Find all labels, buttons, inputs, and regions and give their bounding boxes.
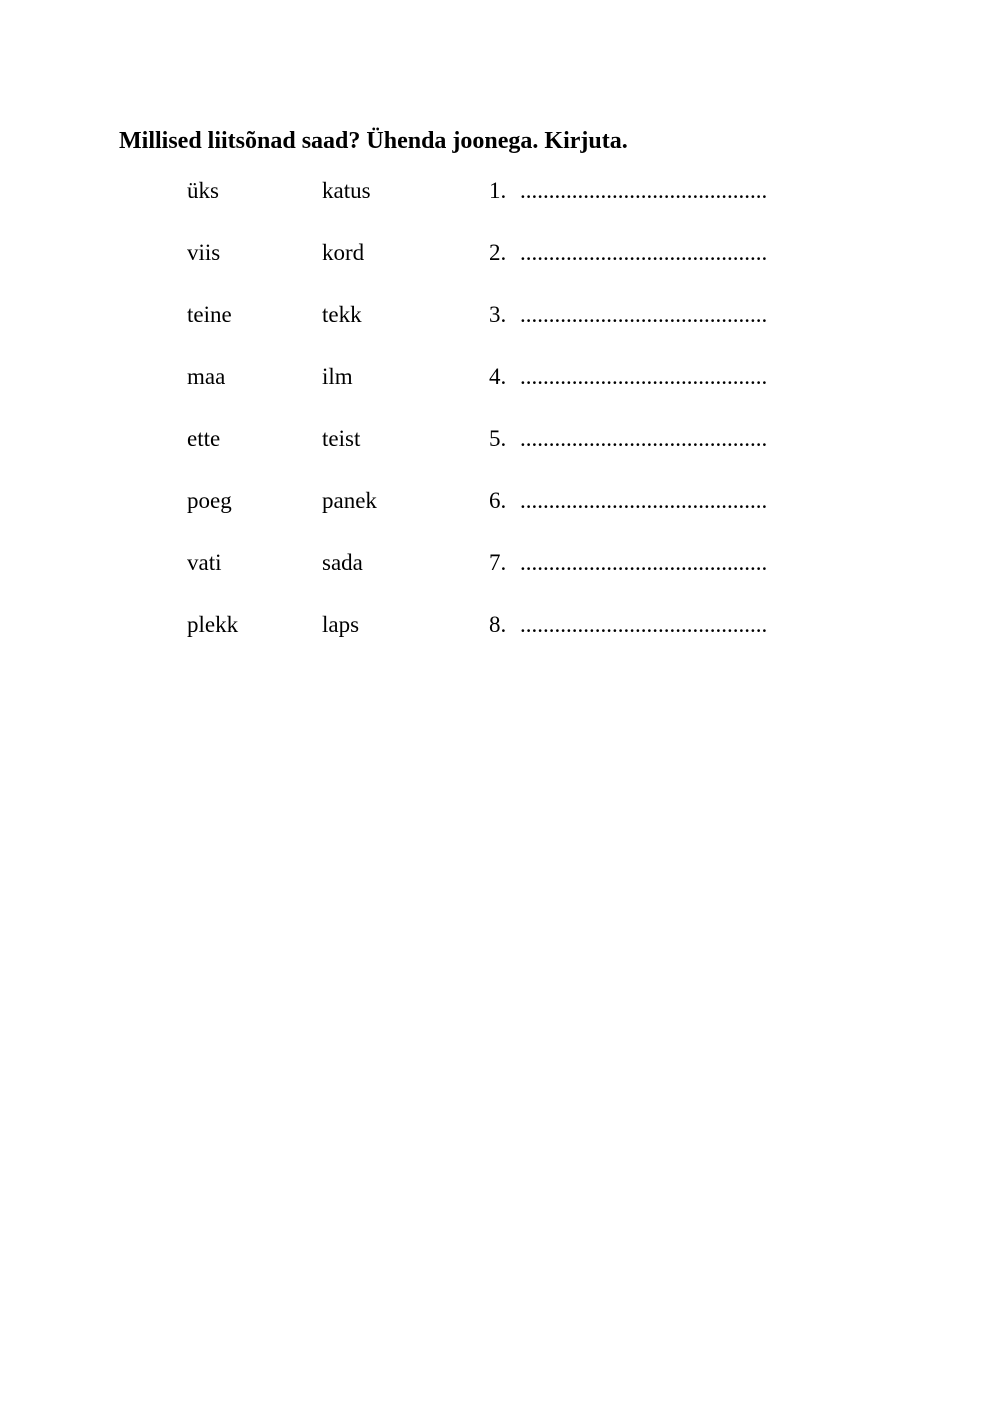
answer-number: 7.	[489, 550, 507, 575]
first-word: üks	[187, 178, 219, 203]
first-word: ette	[187, 426, 221, 451]
list-item	[0, 362, 1000, 424]
answer-blank[interactable]: ...........................................	[520, 488, 768, 513]
answer-number: 6.	[489, 488, 507, 513]
second-word: teist	[322, 426, 361, 451]
second-word: sada	[322, 550, 363, 575]
second-word: ilm	[322, 364, 353, 389]
list-item	[0, 176, 1000, 238]
list-item	[0, 300, 1000, 362]
answer-blank[interactable]: ...........................................	[520, 240, 768, 265]
answer-number: 8.	[489, 612, 507, 637]
answer-blank[interactable]: ...........................................	[520, 364, 768, 389]
list-item	[0, 548, 1000, 610]
first-word: viis	[187, 240, 221, 265]
answer-number: 1.	[489, 178, 507, 203]
list-item	[0, 610, 1000, 672]
answer-blank[interactable]: ...........................................	[520, 550, 768, 575]
first-word: vati	[187, 550, 222, 575]
first-word: poeg	[187, 488, 232, 513]
answer-blank[interactable]: ...........................................	[520, 612, 768, 637]
list-item	[0, 238, 1000, 300]
second-word: laps	[322, 612, 360, 637]
word-matching-list	[0, 176, 1000, 672]
answer-blank[interactable]: ...........................................	[520, 178, 768, 203]
answer-number: 2.	[489, 240, 507, 265]
second-word: tekk	[322, 302, 362, 327]
answer-number: 3.	[489, 302, 507, 327]
list-item	[0, 424, 1000, 486]
first-word: maa	[187, 364, 226, 389]
first-word: teine	[187, 302, 232, 327]
first-word: plekk	[187, 612, 239, 637]
instruction-heading: Millised liitsõnad saad? Ühenda joonega. Kirjuta.	[119, 128, 628, 154]
answer-blank[interactable]: ...........................................	[520, 302, 768, 327]
answer-number: 5.	[489, 426, 507, 451]
second-word: panek	[322, 488, 377, 513]
second-word: katus	[322, 178, 371, 203]
second-word: kord	[322, 240, 365, 265]
answer-number: 4.	[489, 364, 507, 389]
list-item	[0, 486, 1000, 548]
answer-blank[interactable]: ...........................................	[520, 426, 768, 451]
